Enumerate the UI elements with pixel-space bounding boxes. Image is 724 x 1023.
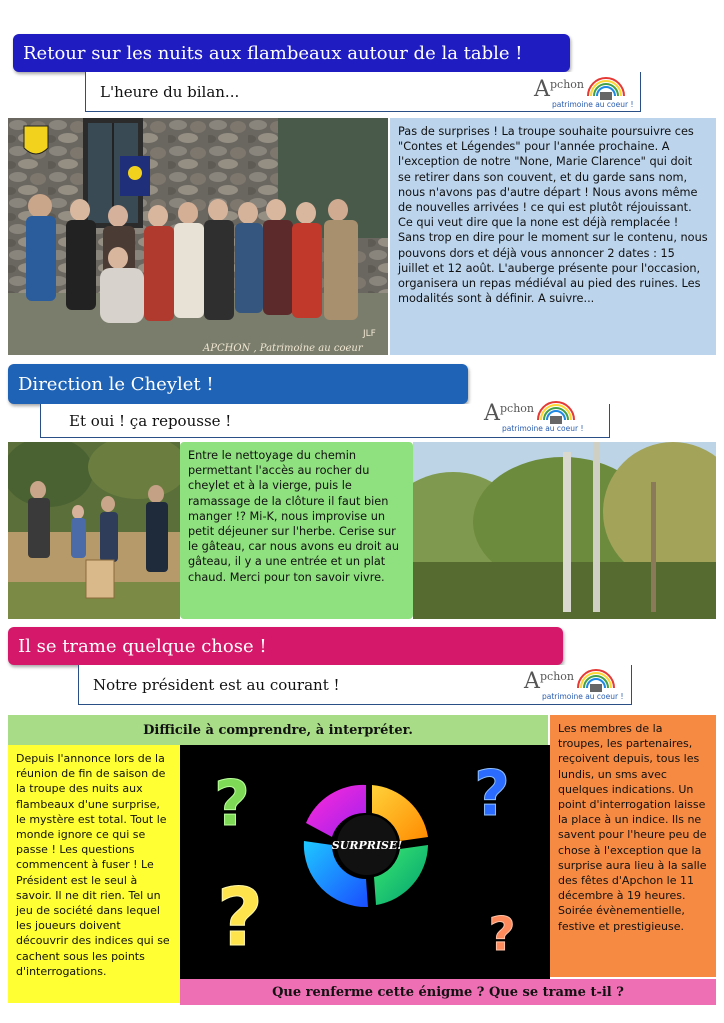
svg-text:patrimoine au coeur !: patrimoine au coeur ! xyxy=(542,692,624,701)
svg-text:pchon: pchon xyxy=(540,670,574,683)
question-mark-icon: ? xyxy=(216,871,264,964)
svg-text:A: A xyxy=(524,669,540,694)
question-mark-icon: ? xyxy=(488,907,516,961)
bottom-question: Que renferme cette énigme ? Que se trame t-il ? xyxy=(272,984,624,1000)
section2-banner xyxy=(8,364,468,404)
question-mark-icon: ? xyxy=(474,757,510,830)
picnic-photo xyxy=(8,442,180,619)
surprise-label: SURPRISE! xyxy=(331,839,403,852)
photo-credit: JLF xyxy=(363,329,376,339)
surprise-panel xyxy=(180,745,550,979)
svg-text:A: A xyxy=(484,401,500,426)
bottom-question-strip xyxy=(180,979,716,1005)
center-heading-strip xyxy=(8,715,548,745)
trees-photo xyxy=(413,442,716,619)
section1-paragraph: Pas de surprises ! La troupe souhaite poursuivre ces "Contes et Légendes" pour l'année prochaine. A l'exception de notre "None, Marie Clarence" qui doit se retirer dans son couvent, et du garde sans nom, nous n'avons pas d'autre départ ! Nous avons même de nouvelles arrivées ! ce qui est plutôt réjouissant. Ce qui veut dire que la none est déjà remplacée ! Sans trop en dire pour le moment sur le contenu, nous pouvons dors et déjà vous annoncer 2 dates : 15 juillet et 12 août. L'auberge présente pour l'occasion, organisera un repas médiéval au pied des ruines. Les modalités sont à définir. A suivre... xyxy=(398,125,708,306)
right-text-box xyxy=(550,715,716,977)
left-paragraph: Depuis l'annonce lors de la réunion de fin de saison de la troupe des nuits aux flambeaux d'une surprise, le mystère est total. Tout le monde ignore ce qui se passe ! Les questions commencent à fuser ! Le Président est le seul à savoir. Il ne dit rien. Tel un jeu de société dans lequel les joueurs doivent découvrir des indices qui se cachent sous les points d'interrogations. xyxy=(16,752,170,978)
logo-name: pchon xyxy=(550,78,584,91)
section2-paragraph: Entre le nettoyage du chemin permettant l'accès au rocher du cheylet et à la vierge, puis le ramassage de la clôture il faut bien manger !? Mi-K, nous improvise un petit déjeuner sur l'herbe. Cerise sur le gâteau, car nous avons eu droit au gâteau, il y a une entrée et un plat chaud. Merci pour ton savoir vivre. xyxy=(188,449,400,584)
right-paragraph: Les membres de la troupes, les partenaires, reçoivent depuis, tous les lundis, un sms avec quelques indications. Un point d'interrogation laisse la place à un indice. Ils ne savent pour l'heure peu de chose à l'exception que la surprise aura lieu à la salle des fêtes d'Apchon le 11 décembre à 19 heures. Soirée évènementielle, festive et prestigieuse. xyxy=(558,722,707,933)
section3-title: Il se trame quelque chose ! xyxy=(18,635,267,657)
logo-tagline: patrimoine au coeur ! xyxy=(552,100,634,109)
question-mark-icon: ? xyxy=(214,767,250,840)
center-heading: Difficile à comprendre, à interpréter. xyxy=(143,722,413,738)
section2-title: Direction le Cheylet ! xyxy=(18,373,214,395)
section1-title: Retour sur les nuits aux flambeaux autour de la table ! xyxy=(23,42,523,64)
logo-letter-a: A xyxy=(534,77,550,102)
section2-subtitle: Et oui ! ça repousse ! xyxy=(69,411,232,430)
left-text-box xyxy=(8,745,180,1003)
troupe-photo xyxy=(8,118,388,355)
section1-subtitle: L'heure du bilan... xyxy=(100,82,240,101)
section1-text-box xyxy=(390,118,716,355)
section3-subtitle: Notre président est au courant ! xyxy=(93,675,340,694)
svg-text:pchon: pchon xyxy=(500,402,534,415)
apchon-logo xyxy=(530,74,640,110)
section1-banner xyxy=(13,34,570,72)
photo-caption: APCHON , Patrimoine au coeur xyxy=(203,343,363,354)
section2-text-box xyxy=(180,442,413,619)
svg-text:patrimoine au coeur !: patrimoine au coeur ! xyxy=(502,424,584,433)
section3-banner xyxy=(8,627,563,665)
apchon-logo xyxy=(480,398,590,434)
apchon-logo xyxy=(520,666,630,702)
